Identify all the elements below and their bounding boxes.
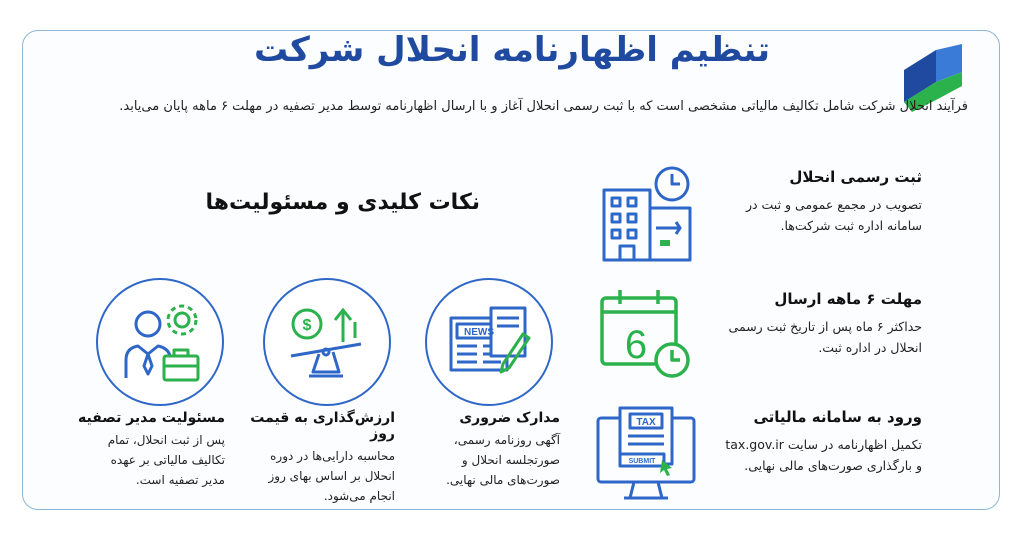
liquidator-manager-icon [112,294,208,390]
valuation-scale-icon [279,294,375,390]
news-label: NEWS [464,327,494,338]
point-desc-line: آگهی روزنامه رسمی، [453,433,560,447]
calendar-six-icon [590,282,700,387]
step-text [712,408,922,476]
step-title: ورود به سامانه مالیاتی [753,408,922,426]
step-text [712,168,922,236]
point-title: مدارک ضروری [459,410,560,426]
point-desc-line: تکالیف مالیاتی بر عهده [110,453,225,467]
calendar-digit: 6 [624,323,648,367]
step-desc-line: حداکثر ۶ ماه پس از تاریخ ثبت رسمی [728,319,922,334]
step-desc-line: سامانه اداره ثبت شرکت‌ها. [780,218,922,233]
page-title: تنظیم اظهارنامه انحلال شرکت [253,30,771,70]
point-desc-line: محاسبه دارایی‌ها در دوره [270,449,395,463]
point-documents [395,410,560,490]
step-registration [590,160,1000,270]
tax-label: TAX [636,417,656,428]
step-desc-line: انحلال در اداره ثبت. [818,340,922,355]
step-tax-portal [590,400,1000,510]
step-desc-line: و بارگذاری صورت‌های مالی نهایی. [744,458,922,473]
intro-text: فرآیند انحلال شرکت شامل تکالیف مالیاتی مشخصی است که با ثبت رسمی انحلال آغاز و با ارسال اظهارنامه توسط مدیر تصفیه در مهلت ۶ ماهه پایان می‌یابد. [119,99,968,114]
manager-circle [96,278,224,406]
svg-text:$: $ [302,317,312,334]
point-manager [60,410,225,490]
newspaper-circle [425,278,553,406]
point-desc-line: صورتجلسه انحلال و [461,453,560,467]
point-desc-line: انحلال بر اساس بهای روز [268,469,395,483]
step-text [712,290,922,358]
building-clock-icon [590,160,700,265]
submit-label: SUBMIT [628,458,656,465]
step-desc-line: تکمیل اظهارنامه در سایت tax.gov.ir [725,437,922,452]
point-desc-line: انجام می‌شود. [323,489,395,503]
tax-submit-monitor-icon [590,400,700,505]
point-title: مسئولیت مدیر تصفیه [78,410,225,426]
point-desc-line: مدیر تصفیه است. [135,473,225,487]
step-title: ثبت رسمی انحلال [789,168,922,186]
section-title: نکات کلیدی و مسئولیت‌ها [205,190,480,215]
point-desc-line: پس از ثبت انحلال، تمام [107,433,225,447]
point-valuation [230,410,395,506]
step-deadline [590,282,1000,392]
valuation-circle [263,278,391,406]
point-desc-line: صورت‌های مالی نهایی. [446,473,560,487]
newspaper-icon [441,294,537,390]
point-title: ارزش‌گذاری به قیمت روز [250,410,395,442]
step-desc-line: تصویب در مجمع عمومی و ثبت در [745,197,922,212]
step-title: مهلت ۶ ماهه ارسال [774,290,922,308]
